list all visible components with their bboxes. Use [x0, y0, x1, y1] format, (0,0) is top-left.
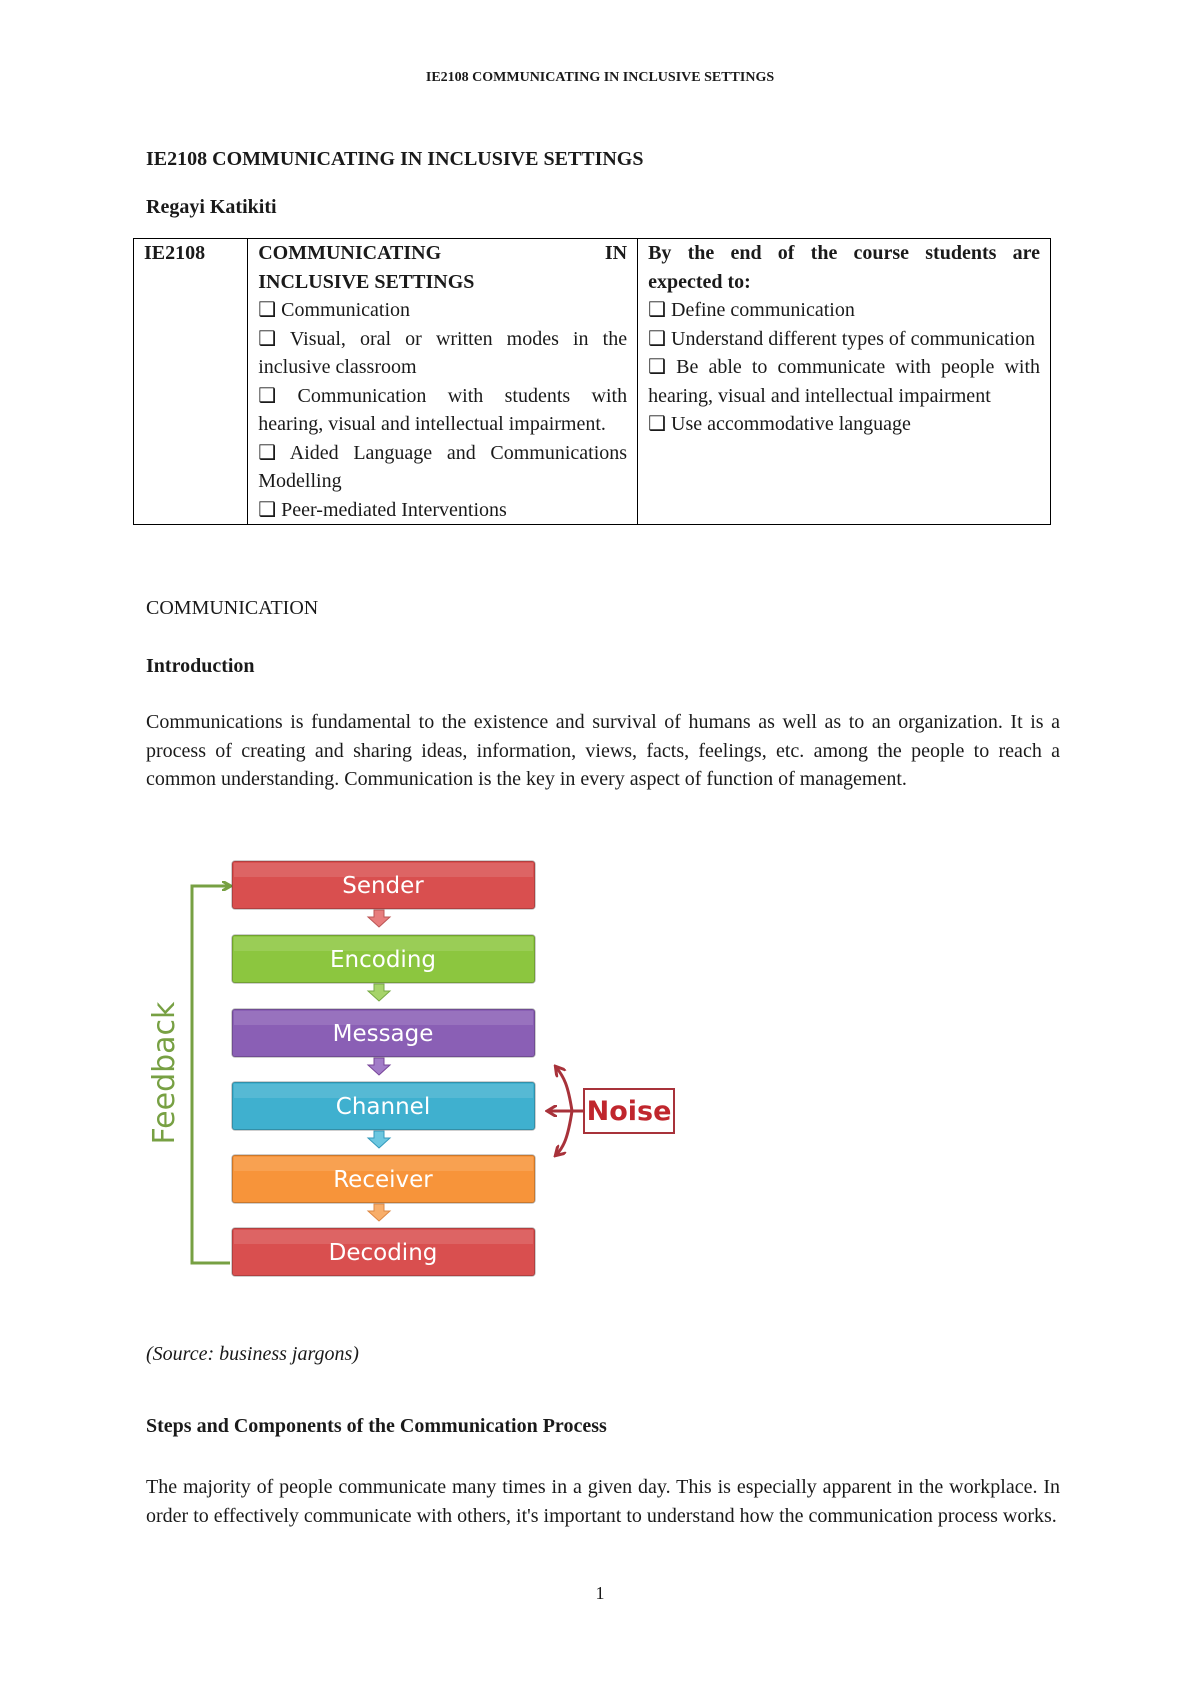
process-step-encoding	[232, 935, 535, 983]
outcomes-heading: By the end of the course students are expected to:	[648, 242, 1040, 293]
process-step-channel	[232, 1082, 535, 1130]
course-outcomes-cell	[638, 239, 1051, 525]
process-step-label: Decoding	[328, 1240, 438, 1266]
steps-paragraph: The majority of people communicate many times in a given day. This is especially apparent in the workplace. In order to effectively communicate with others, it's important to understand how the communication process works.	[146, 1476, 1060, 1527]
figure-caption: (Source: business jargons)	[146, 1343, 359, 1365]
process-step-message	[232, 1009, 535, 1057]
course-name-line1: COMMUNICATING IN	[258, 242, 628, 264]
feedback-loop-line	[192, 886, 230, 1263]
course-table	[133, 238, 1051, 525]
down-arrow-icon	[368, 1204, 390, 1221]
topic-item: ❑ Communication with students with hearing, visual and intellectual impairment.	[258, 384, 628, 435]
process-step-label: Channel	[335, 1094, 431, 1120]
communication-process-diagram	[146, 855, 686, 1280]
process-step-decoding	[232, 1228, 535, 1276]
down-arrow-icon	[368, 1058, 390, 1075]
down-arrow-icon	[368, 1131, 390, 1148]
course-topics-cell	[248, 239, 638, 525]
process-step-label: Encoding	[330, 947, 436, 973]
process-step-label: Message	[332, 1021, 434, 1047]
process-step-label: Sender	[342, 873, 424, 899]
section-heading: COMMUNICATION	[146, 597, 319, 619]
topic-item: ❑ Aided Language and Communications Modelling	[258, 441, 628, 492]
running-header: IE2108 COMMUNICATING IN INCLUSIVE SETTINGS	[425, 70, 775, 85]
down-arrow-icon	[368, 984, 390, 1001]
feedback-label: Feedback	[147, 1001, 182, 1145]
process-step-sender	[232, 861, 535, 909]
outcome-item: ❑ Be able to communicate with people with hearing, visual and intellectual impairment	[648, 356, 1040, 407]
intro-paragraph: Communications is fundamental to the existence and survival of humans as well as to an organization. It is a process of creating and sharing ideas, information, views, facts, feelings, etc. among the people to reach a common understanding. Communication is the key in every aspect of function of management.	[146, 711, 1060, 790]
noise-label: Noise	[586, 1096, 672, 1127]
topic-item: ❑ Communication	[258, 299, 411, 321]
noise-arrow	[556, 1067, 584, 1111]
author-name: Regayi Katikiti	[146, 196, 277, 218]
process-step-receiver	[232, 1155, 535, 1203]
course-code: IE2108	[144, 242, 206, 264]
outcome-item: ❑ Understand different types of communication	[648, 327, 1035, 350]
page-number: 1	[595, 1583, 605, 1603]
down-arrow-icon	[368, 910, 390, 927]
noise-arrow	[556, 1111, 584, 1155]
document-title: IE2108 COMMUNICATING IN INCLUSIVE SETTINGS	[146, 148, 644, 170]
course-name-line2: INCLUSIVE SETTINGS	[258, 270, 475, 293]
outcome-item: ❑ Define communication	[648, 299, 855, 321]
topic-item: ❑ Peer-mediated Interventions	[258, 498, 507, 521]
intro-heading: Introduction	[146, 655, 255, 677]
course-code-cell	[134, 239, 248, 525]
process-step-label: Receiver	[333, 1167, 433, 1193]
topic-item: ❑ Visual, oral or written modes in the inclusive classroom	[258, 327, 628, 378]
outcome-item: ❑ Use accommodative language	[648, 413, 911, 435]
steps-heading: Steps and Components of the Communication Process	[146, 1415, 607, 1437]
